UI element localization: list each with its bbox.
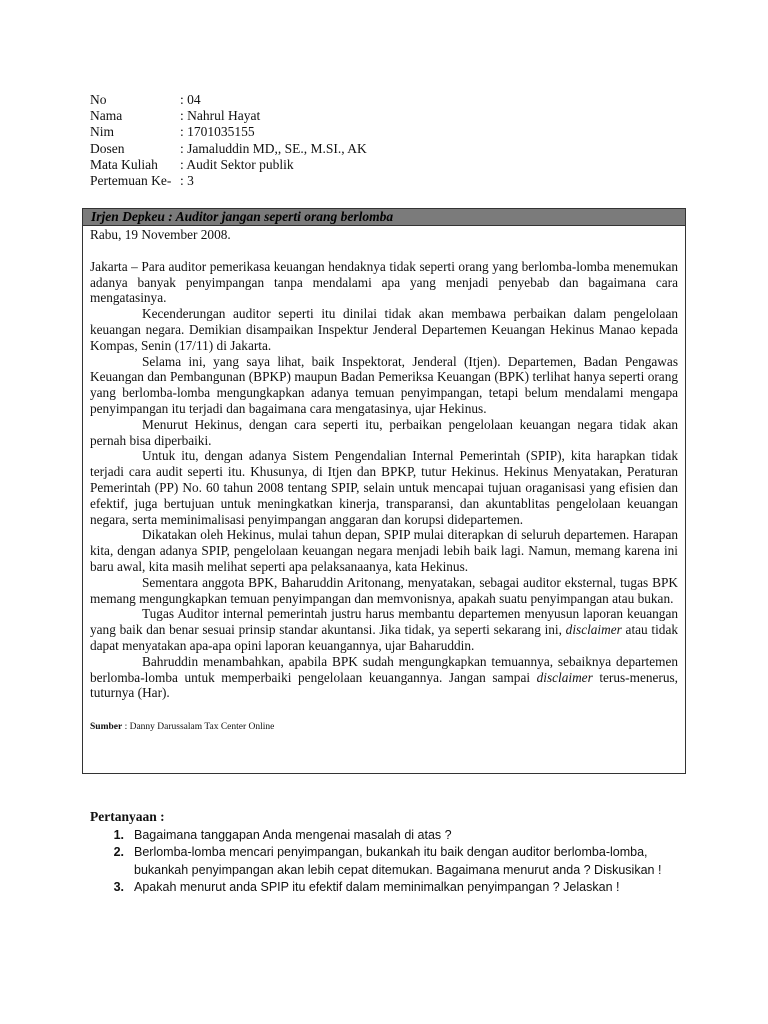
identity-value: : Audit Sektor publik bbox=[180, 156, 294, 172]
identity-label: Mata Kuliah bbox=[90, 156, 158, 172]
identity-value: : 1701035155 bbox=[180, 124, 255, 140]
question-number: 2. bbox=[113, 845, 124, 859]
article-paragraph bbox=[90, 654, 678, 701]
article-box bbox=[82, 208, 686, 774]
paragraph-text: Bahruddin menambahkan, apabila BPK sudah mengungkapkan temuannya, sebaiknya departemen berlomba-lomba untuk memperbaiki pengelolaan keuangannya. Jangan sampai bbox=[90, 653, 678, 685]
identity-row-dosen bbox=[90, 141, 367, 157]
article-paragraph: Selama ini, yang saya lihat, baik Inspektorat, Jenderal (Itjen). Departemen, Badan Pengawas Keuangan dan Pembangunan (BPKP) maupun Badan Pemeriksa Keuangan (BPK) terlihat hanya seperti orang yang berlomba-lomba mengungkapkan adanya temuan penyimpangan, tetapi belum mendalami mengapa penyimpangan itu terjadi dan bagaimana cara mengatasinya, ujar Hekinus. bbox=[90, 353, 678, 416]
paragraph-text: Tugas Auditor internal pemerintah justru harus membantu departemen menyusun laporan keuangan yang baik dan benar sesuai prinsip standar akuntansi. Jika tidak, ya seperti sekarang ini, bbox=[90, 606, 678, 638]
student-identity bbox=[90, 92, 367, 189]
questions-section bbox=[90, 808, 690, 897]
question-text: Apakah menurut anda SPIP itu efektif dalam meminimalkan penyimpangan ? Jelaskan ! bbox=[134, 880, 620, 894]
identity-label: No bbox=[90, 92, 107, 107]
identity-label: Nim bbox=[90, 124, 115, 140]
identity-row-nim bbox=[90, 124, 367, 140]
identity-row-no bbox=[90, 92, 367, 108]
question-number: 3. bbox=[113, 880, 124, 894]
paragraph-text: terus-menerus, tuturnya (Har). bbox=[90, 669, 678, 701]
article-title: Irjen Depkeu : Auditor jangan seperti orang berlomba bbox=[83, 209, 685, 226]
identity-value: : 04 bbox=[180, 92, 201, 107]
article-source bbox=[90, 722, 678, 733]
identity-row-mata-kuliah bbox=[90, 157, 367, 173]
question-text: Berlomba-lomba mencari penyimpangan, bukankah itu baik dengan auditor berlomba-lomba, bukankah penyimpangan akan lebih cepat ditemukan. Bagaimana menurut anda ? Diskusikan ! bbox=[134, 845, 662, 877]
questions-list bbox=[90, 827, 690, 897]
identity-label: Pertemuan Ke- bbox=[90, 173, 172, 189]
question-item bbox=[90, 844, 690, 879]
identity-row-pertemuan bbox=[90, 173, 367, 189]
article-paragraph: Dikatakan oleh Hekinus, mulai tahun depan, SPIP mulai diterapkan di seluruh departemen. Harapan kita, dengan adanya SPIP, pengelolaan keuangan negara menjadi lebih baik lagi. Namun, memang karena ini baru awal, kita masih melihat seperti apa pelaksanaanya, kata Hekinus. bbox=[90, 527, 678, 574]
identity-value: : Nahrul Hayat bbox=[180, 108, 261, 124]
question-item bbox=[90, 827, 690, 845]
identity-label: Nama bbox=[90, 108, 123, 124]
identity-row-nama bbox=[90, 108, 367, 124]
article-paragraph: Jakarta – Para auditor pemerikasa keuangan hendaknya tidak seperti orang yang berlomba-lomba menemukan adanya banyak penyimpangan tanpa mendalami apa yang menjadi penyebab dan bagaimana cara mengatasinya. bbox=[90, 258, 678, 306]
article-paragraph: Kecenderungan auditor seperti itu dinilai tidak akan membawa perbaikan dalam pengelolaan keuangan negara. Demikian disampaikan Inspektur Jenderal Departemen Keuangan Hekinus Manao kepada Kompas, Senin (17/11) di Jakarta. bbox=[90, 306, 678, 353]
identity-label: Dosen bbox=[90, 140, 125, 156]
article-date: Rabu, 19 November 2008. bbox=[90, 227, 231, 242]
paragraph-text: atau tidak dapat menyatakan apa-apa opini laporan keuangannya, ujar Baharuddin. bbox=[90, 622, 678, 653]
question-number: 1. bbox=[113, 827, 124, 842]
source-text: : Danny Darussalam Tax Center Online bbox=[122, 722, 275, 733]
article-paragraph: Sementara anggota BPK, Baharuddin Aritonang, menyatakan, sebagai auditor eksternal, tugas BPK memang mengungkapkan temuan penyimpangan dan memvonisnya, apakah suatu penyimpangan atau bukan. bbox=[90, 574, 678, 606]
identity-value: : Jamaluddin MD,, SE., M.SI., AK bbox=[180, 140, 367, 156]
article-paragraph: Untuk itu, dengan adanya Sistem Pengendalian Internal Pemerintah (SPIP), kita harapkan tidak terjadi cara audit seperti itu. Khusunya, di Itjen dan BPKP, tutur Hekinus. Hekinus Menyatakan, Peraturan Pemerintah (PP) No. 60 tahun 2008 tentang SPIP, selain untuk mencapai tujuan oraganisasi yang efisien dan efektif, juga bertujuan untuk meningkatkan kinerja, transparansi, dan akuntablitas pengelolaan keuangan negara, serta meminimalisasi penyimpangan anggaran dan korupsi didepartemen. bbox=[90, 448, 678, 527]
article-paragraph: Menurut Hekinus, dengan cara seperti itu, perbaikan pengelolaan keuangan negara tidak akan pernah bisa diperbaiki. bbox=[90, 416, 678, 448]
italic-term: disclaimer bbox=[536, 669, 593, 685]
question-item bbox=[90, 879, 690, 897]
question-text: Bagaimana tanggapan Anda mengenai masalah di atas ? bbox=[134, 827, 452, 842]
article-paragraph bbox=[90, 606, 678, 653]
source-label: Sumber bbox=[90, 722, 123, 733]
italic-term: disclaimer bbox=[565, 622, 622, 638]
questions-heading: Pertanyaan : bbox=[90, 809, 165, 824]
article-body bbox=[83, 226, 685, 733]
identity-value: : 3 bbox=[180, 173, 194, 189]
